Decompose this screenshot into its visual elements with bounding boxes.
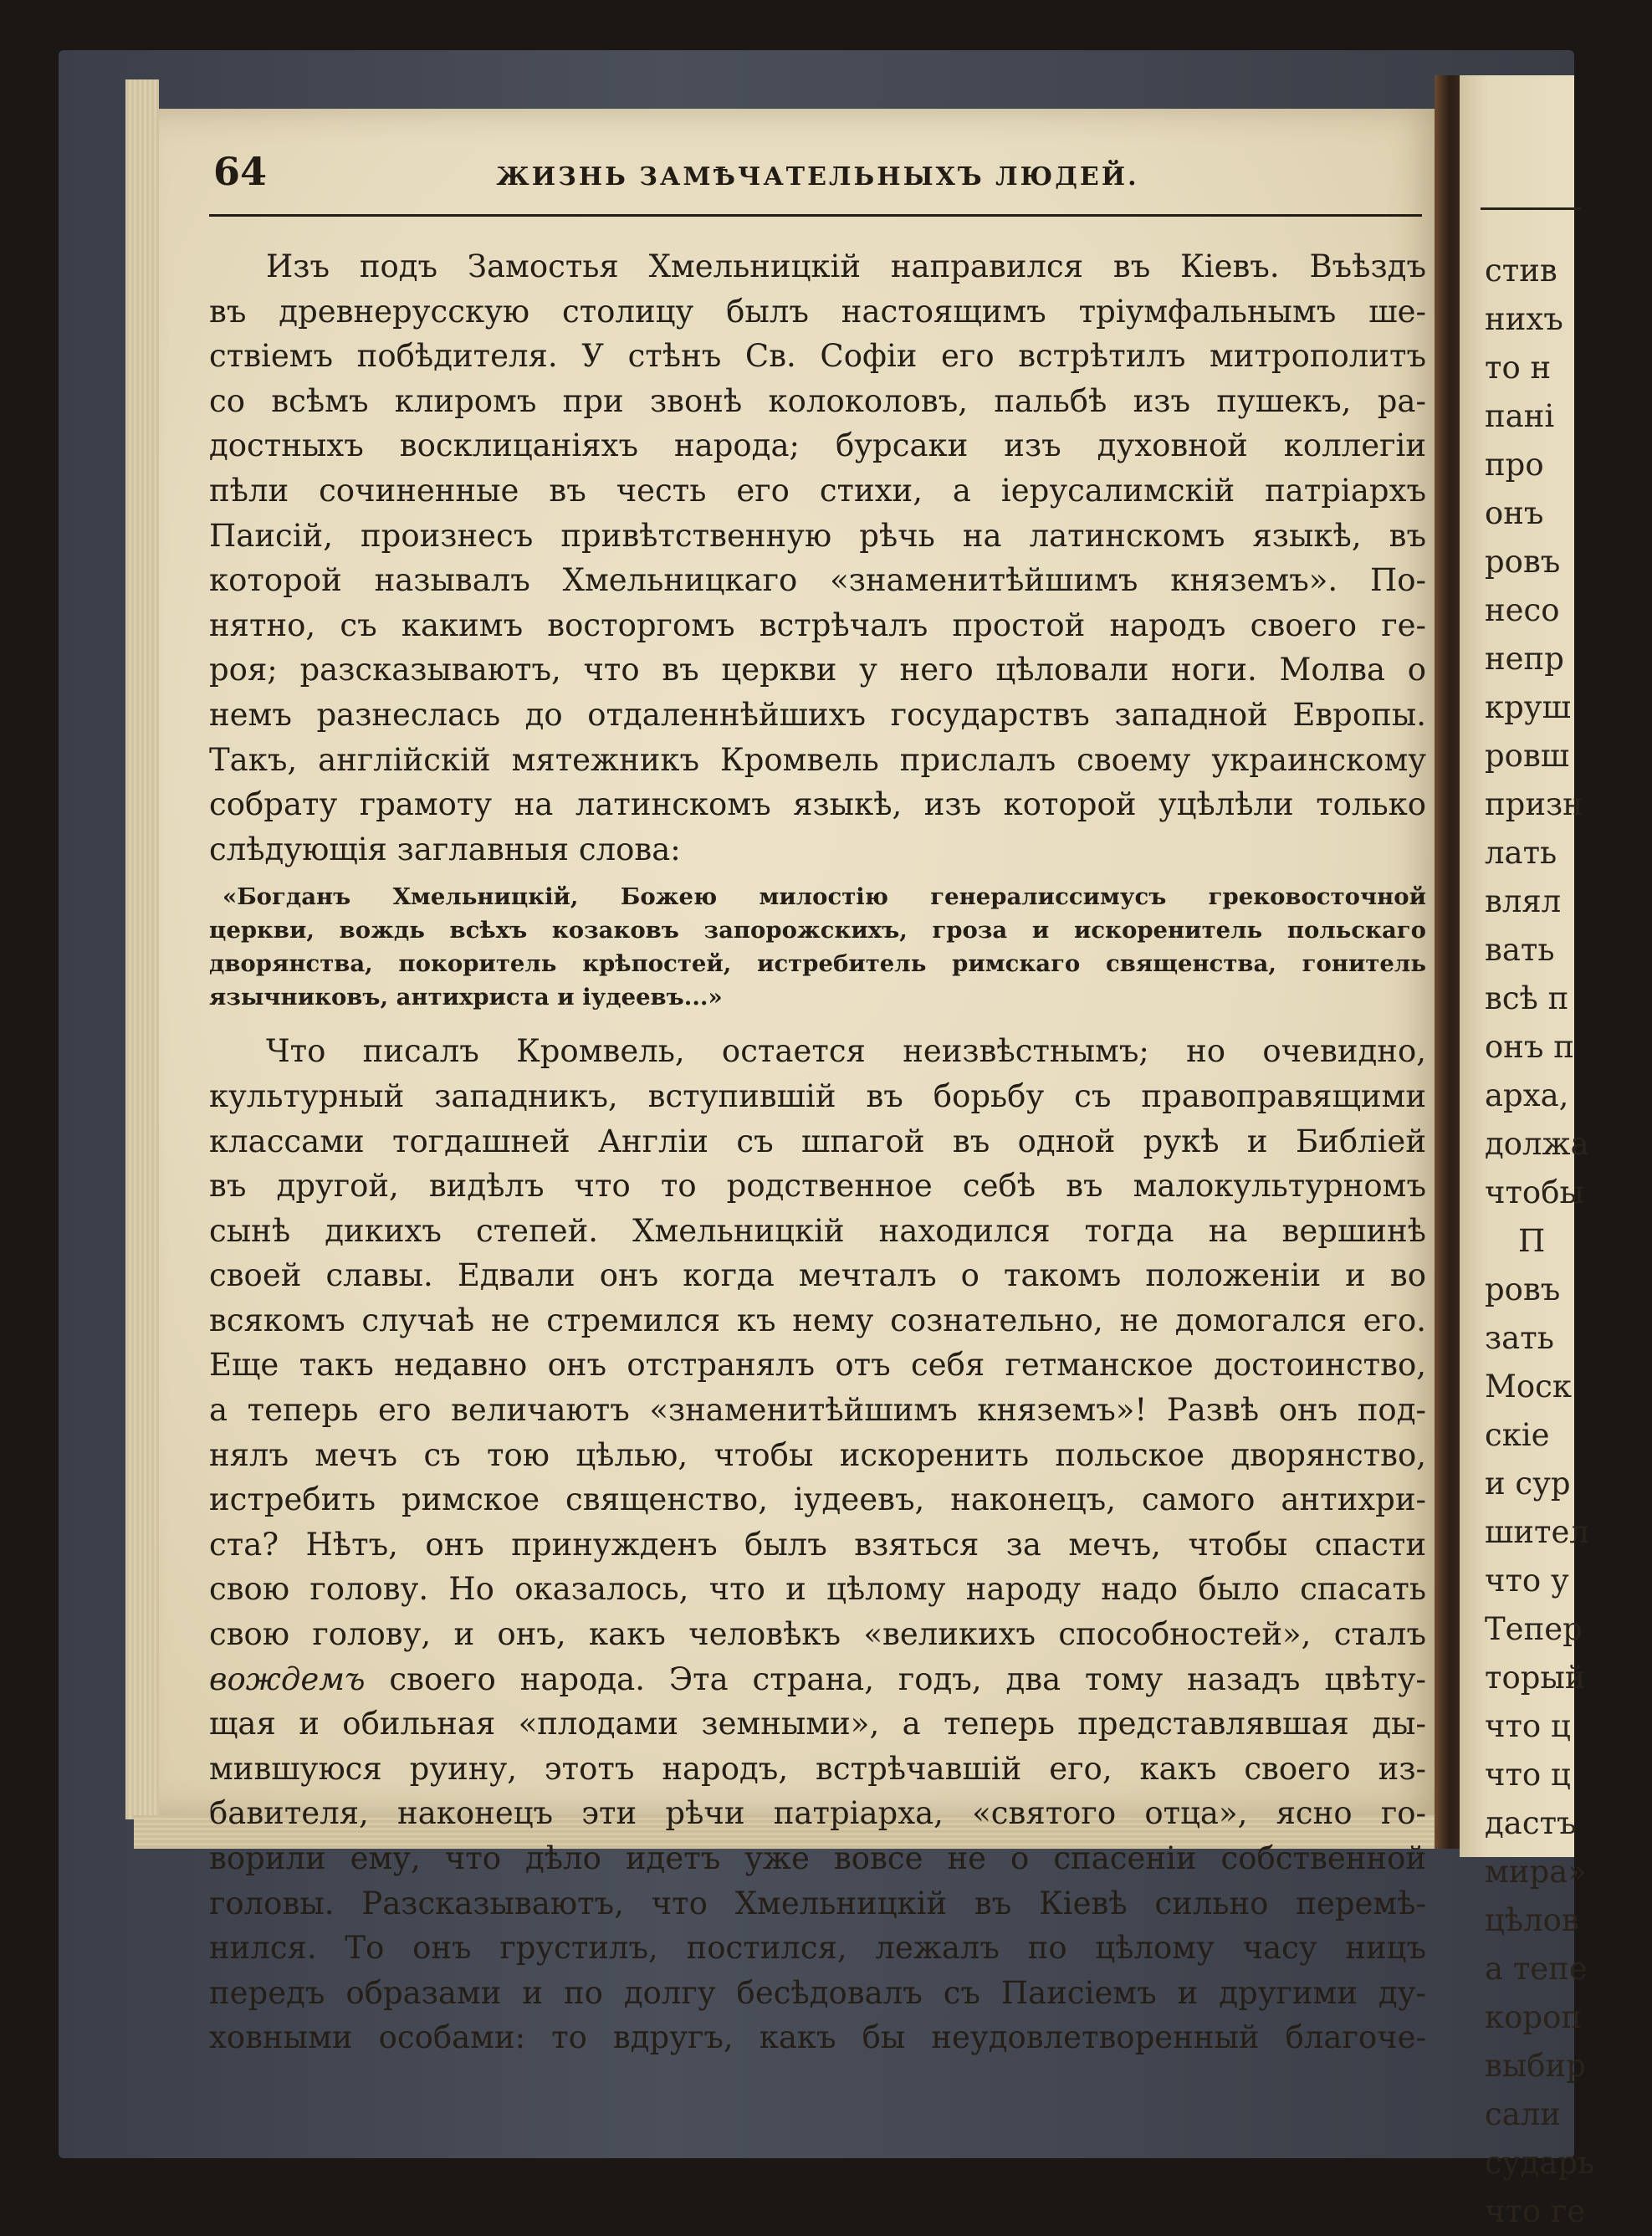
text-line: нился. То онъ грустилъ, постился, лежалъ по цѣлому часу ницъ (209, 1930, 1426, 1967)
right-page-line: призн (1485, 786, 1583, 822)
right-page-line: короп (1485, 1999, 1583, 2035)
right-page-line: влял (1485, 883, 1562, 919)
right-page-line: нихъ (1485, 301, 1563, 337)
right-page-line: ровш (1485, 738, 1570, 774)
right-page-line: Тепер (1485, 1611, 1583, 1647)
page-stack-edge (125, 79, 159, 1819)
right-page-line: непр (1485, 641, 1564, 677)
text-line: въ другой, видѣлъ что то родственное себѣ въ малокультурномъ (209, 1168, 1426, 1205)
text-line: нялъ мечъ съ тою цѣлью, чтобы искоренить польское дворянство, (209, 1436, 1426, 1473)
paragraph-2 (209, 1029, 1426, 1656)
right-page-line: ровъ (1485, 544, 1561, 580)
text-line: ствіемъ побѣдителя. У стѣнъ Св. Софіи его встрѣтилъ митрополитъ (209, 338, 1426, 375)
right-page-line: всѣ п (1485, 980, 1569, 1016)
right-page-line: зать (1485, 1320, 1554, 1356)
right-page-line: онъ (1485, 495, 1544, 531)
text-line: Еще такъ недавно онъ отстранялъ отъ себя гетманское достоинство, (209, 1347, 1426, 1384)
right-page-line: сали (1485, 2096, 1561, 2132)
text-line: которой называлъ Хмельницкаго «знаменитѣйшимъ княземъ». По- (209, 562, 1426, 599)
right-page-line: а тепе (1485, 1951, 1588, 1987)
page-number: 64 (213, 149, 268, 194)
right-page-line: Моск (1485, 1369, 1573, 1405)
text-line: сынѣ дикихъ степей. Хмельницкій находился тогда на вершинѣ (209, 1212, 1426, 1249)
text-line: культурный западникъ, вступившій въ борьбу съ правоправящими (209, 1077, 1426, 1114)
right-page-text (1485, 247, 1652, 2236)
right-page-line: несо (1485, 592, 1560, 628)
italic-word: вождемъ (209, 1660, 366, 1697)
paragraph-1 (209, 244, 1426, 872)
right-page-line: что у (1485, 1563, 1569, 1599)
right-page-line: и сур (1485, 1466, 1571, 1502)
text-line: Изъ подъ Замостья Хмельницкій направился въ Кіевъ. Въѣздъ (266, 248, 1426, 284)
text-line-rest: своего народа. Эта страна, годъ, два тому назадъ цвѣту- (365, 1660, 1426, 1697)
right-page-line: стив (1485, 253, 1557, 289)
text-line: слѣдующія заглавныя слова: (209, 831, 681, 867)
text-line: всякомъ случаѣ не стремился къ нему сознательно, не домогался его. (209, 1302, 1426, 1338)
right-page-line: мира» (1485, 1854, 1587, 1890)
text-line: церкви, вождь всѣхъ козаковъ запорожскихъ, гроза и искоренитель польскаго (209, 917, 1426, 944)
text-line: пѣли сочиненные въ честь его стихи, а іерусалимскій патріархъ (209, 472, 1426, 509)
right-page-line: должа (1485, 1126, 1589, 1162)
text-line: со всѣмъ клиромъ при звонѣ колоколовъ, пальбѣ изъ пушекъ, ра- (209, 382, 1426, 419)
right-page-line: скіе (1485, 1417, 1550, 1453)
right-page-line: пані (1485, 398, 1555, 434)
text-line: въ древнерусскую столицу былъ настоящимъ тріумфальнымъ ше- (209, 293, 1426, 330)
right-page-line: дастъ (1485, 1805, 1577, 1841)
right-page-line: лать (1485, 835, 1557, 871)
running-head: ЖИЗНЬ ЗАМѢЧАТЕЛЬНЫХЪ ЛЮДЕЙ. (496, 162, 1139, 192)
text-line (209, 1657, 1426, 1702)
text-line: Паисій, произнесъ привѣтственную рѣчь на латинскомъ языкѣ, въ (209, 517, 1426, 554)
text-line: классами тогдашней Англіи съ шпагой въ одной рукѣ и Библіей (209, 1123, 1426, 1159)
paragraph-2-end (209, 1701, 1426, 2060)
text-line: ховными особами: то вдругъ, какъ бы неудовлетворенный благоче- (209, 2019, 1426, 2056)
right-page-line: что ге (1485, 2193, 1586, 2229)
right-page-line: П (1518, 1223, 1546, 1259)
right-page-line: сударь (1485, 2145, 1595, 2181)
header-rule (209, 214, 1422, 217)
text-line: передъ образами и по долгу бесѣдовалъ съ Паисіемъ и другими ду- (209, 1974, 1426, 2011)
text-line: «Богданъ Хмельницкій, Божею милостію генералиссимусъ грековосточной (222, 883, 1426, 911)
text-line: немъ разнеслась до отдаленнѣйшихъ государствъ западной Европы. (209, 696, 1426, 733)
text-line: Такъ, англійскій мятежникъ Кромвель прислалъ своему украинскому (209, 741, 1426, 778)
right-page-line: шител (1485, 1514, 1589, 1550)
text-line: язычниковъ, антихриста и іудеевъ...» (209, 984, 723, 1011)
text-line: а теперь его величаютъ «знаменитѣйшимъ княземъ»! Развѣ онъ под- (209, 1392, 1426, 1429)
text-line: истребить римское священство, іудеевъ, наконецъ, самого антихри- (209, 1481, 1426, 1518)
page-body (209, 244, 1426, 2060)
right-page-line: про (1485, 447, 1544, 483)
text-line: ворили ему, что дѣло идетъ уже вовсе не о спасеніи собственной (209, 1840, 1426, 1876)
text-line: головы. Разсказываютъ, что Хмельницкій въ Кіевѣ сильно перемѣ- (209, 1885, 1426, 1921)
page-header (213, 149, 1422, 199)
text-line: Что писалъ Кромвель, остается неизвѣстнымъ; но очевидно, (266, 1033, 1426, 1070)
right-page-head-rule (1481, 207, 1581, 210)
text-line: своей славы. Едвали онъ когда мечталъ о такомъ положеніи и во (209, 1257, 1426, 1294)
right-page-line: круш (1485, 689, 1571, 725)
right-page-line: цѣлов (1485, 1902, 1579, 1938)
text-line: мившуюся руину, этотъ народъ, встрѣчавшій его, какъ своего из- (209, 1750, 1426, 1787)
text-line: роя; разсказываютъ, что въ церкви у него цѣловали ноги. Молва о (209, 652, 1426, 688)
text-line: ста? Нѣтъ, онъ принужденъ былъ взяться за мечъ, чтобы спасти (209, 1526, 1426, 1563)
text-line: свою голову, и онъ, какъ человѣкъ «великихъ способностей», сталъ (209, 1616, 1426, 1653)
text-line: достныхъ восклицаніяхъ народа; бурсаки изъ духовной коллегіи (209, 427, 1426, 464)
book-page-right (1460, 75, 1595, 2229)
right-page-line: чтобы (1485, 1174, 1584, 1210)
right-page-line: торый (1485, 1660, 1586, 1696)
text-line: бавителя, наконецъ эти рѣчи патріарха, «святого отца», ясно го- (209, 1795, 1426, 1832)
text-line: собрату грамоту на латинскомъ языкѣ, изъ которой уцѣлѣли только (209, 786, 1426, 823)
right-page-line: что ц (1485, 1708, 1571, 1744)
right-page-line: онъ п (1485, 1029, 1574, 1065)
text-line: дворянства, покоритель крѣпостей, истребитель римскаго священства, гонитель (209, 950, 1426, 978)
right-page-line: вать (1485, 932, 1555, 968)
text-line: нятно, съ какимъ восторгомъ встрѣчалъ простой народъ своего ге- (209, 606, 1426, 643)
text-line: свою голову. Но оказалось, что и цѣлому народу надо было спасать (209, 1571, 1426, 1608)
right-page-line: ровъ (1485, 1272, 1561, 1307)
quote-block (209, 880, 1426, 1014)
right-page-line: то н (1485, 350, 1552, 386)
text-line: щая и обильная «плодами земными», а теперь представлявшая ды- (209, 1706, 1426, 1742)
right-page-line: выбир (1485, 2048, 1586, 2084)
right-page-line: что ц (1485, 1757, 1571, 1793)
right-page-line: арха, (1485, 1077, 1569, 1113)
